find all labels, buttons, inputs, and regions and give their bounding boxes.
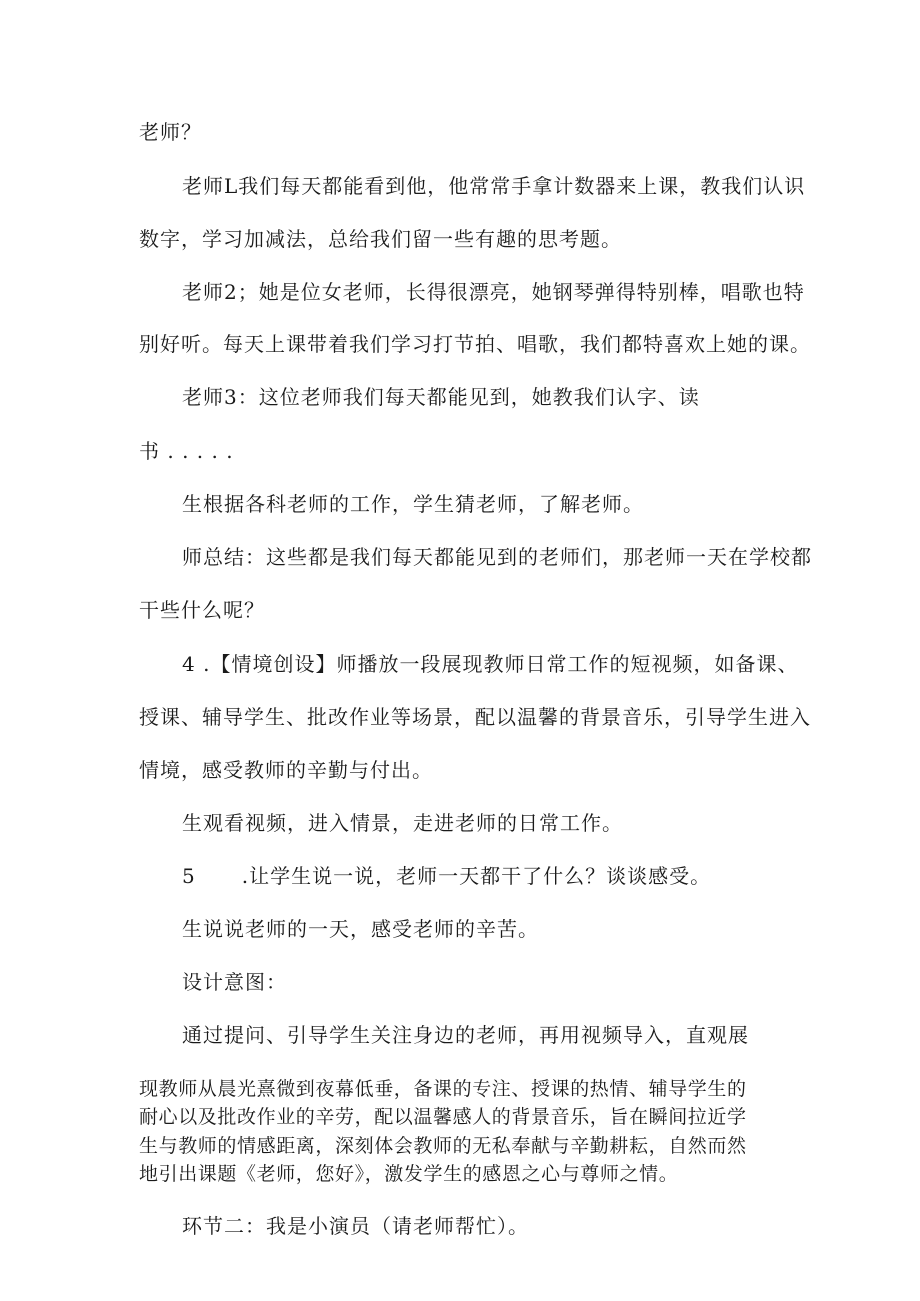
- section-heading: 设计意图：: [182, 970, 287, 994]
- text-line: 生与教师的情感距离，深刻体会教师的无私奉献与辛勤耕耘，自然而然: [139, 1135, 747, 1157]
- item-text: .让学生说一说，老师一天都干了什么？谈谈感受。: [241, 864, 712, 888]
- text-line: 通过提问、引导学生关注身边的老师，再用视频导入，直观展: [182, 1023, 749, 1047]
- text-line: 现教师从晨光熹微到夜幕低垂，备课的专注、授课的热情、辅导学生的: [139, 1078, 747, 1100]
- text-line: 地引出课题《老师，您好》，激发学生的感恩之心与尊师之情。: [139, 1163, 679, 1185]
- text-line: 干些什么呢？: [139, 598, 265, 622]
- text-line: 老师2；她是位女老师，长得很漂亮，她钢琴弹得特别棒，唱歌也特: [182, 280, 805, 304]
- text-line: 授课、辅导学生、批改作业等场景，配以温馨的背景音乐，引导学生进入: [139, 705, 811, 729]
- item-number: 5: [182, 864, 196, 888]
- text-line: 书 . . . . .: [139, 439, 234, 463]
- numbered-line: [182, 862, 711, 890]
- text-line: 生说说老师的一天，感受老师的辛苦。: [182, 917, 539, 941]
- text-line: 老师3：这位老师我们每天都能见到，她教我们认字、读: [182, 385, 700, 409]
- text-line: 耐心以及批改作业的辛劳，配以温馨感人的背景音乐，旨在瞬间拉近学: [139, 1106, 747, 1128]
- text-line: 生观看视频，进入情景，走进老师的日常工作。: [182, 811, 623, 835]
- text-line: 数字，学习加减法，总给我们留一些有趣的思考题。: [139, 227, 622, 251]
- text-line: 生根据各科老师的工作，学生猜老师，了解老师。: [182, 492, 644, 516]
- text-line: 别好听。每天上课带着我们学习打节拍、唱歌，我们都特喜欢上她的课。: [139, 332, 811, 356]
- text-line: 4 .【情境创设】师播放一段展现教师日常工作的短视频，如备课、: [182, 652, 799, 676]
- text-line: 情境，感受教师的辛勤与付出。: [139, 758, 433, 782]
- text-line: 老师？: [139, 120, 202, 144]
- text-line: 师总结：这些都是我们每天都能见到的老师们，那老师一天在学校都: [182, 545, 812, 569]
- section-heading: 环节二：我是小演员（请老师帮忙）。: [182, 1214, 529, 1238]
- text-line: 老师L我们每天都能看到他，他常常手拿计数器来上课，教我们认识: [182, 174, 806, 198]
